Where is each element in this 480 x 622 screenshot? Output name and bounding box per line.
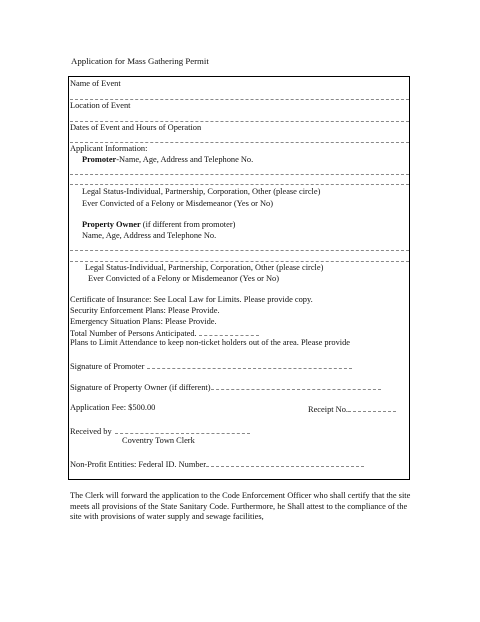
- sig-promoter-label: Signature of Promoter: [70, 362, 145, 371]
- non-profit-label: Non-Profit Entities: Federal ID. Number: [70, 460, 207, 469]
- promoter-line-1[interactable]: [70, 174, 409, 175]
- clerk-label: Coventry Town Clerk: [122, 436, 195, 445]
- location-of-event-label: Location of Event: [70, 101, 131, 110]
- receipt-row: [308, 404, 396, 414]
- received-line[interactable]: [115, 426, 250, 434]
- dates-hours-line[interactable]: [70, 142, 409, 143]
- legal-status-2: Legal Status-Individual, Partnership, Corporation, Other (please circle): [85, 263, 324, 272]
- sig-promoter-line[interactable]: [147, 361, 352, 369]
- owner-line-2[interactable]: [70, 261, 409, 262]
- document-title: Application for Mass Gathering Permit: [71, 56, 209, 66]
- property-owner-label: [82, 221, 235, 229]
- property-owner-details: Name, Age, Address and Telephone No.: [82, 231, 217, 240]
- footer-paragraph: The Clerk will forward the application to the Code Enforcement Officer who shall certify that the site meets all provisions of the State Sanitary Code. Furthermore, he Shall attest to the compliance of the site with provisions of water supply and sewage facilities,: [70, 491, 411, 522]
- total-persons-label: Total Number of Persons Anticipated.: [70, 329, 197, 338]
- sig-owner-row: [70, 382, 381, 392]
- plans-limit-text: Plans to Limit Attendance to keep non-ticket holders out of the area. Please provide: [70, 338, 351, 347]
- sig-owner-line[interactable]: [211, 382, 381, 390]
- name-of-event-label: Name of Event: [70, 79, 121, 88]
- convicted-2: Ever Convicted of a Felony or Misdemeanor (Yes or No): [88, 274, 280, 283]
- received-row: [70, 426, 250, 436]
- app-fee-label: Application Fee: $500.00: [70, 403, 156, 412]
- non-profit-row: [70, 459, 364, 469]
- certificate-text: Certificate of Insurance: See Local Law for Limits. Please provide copy.: [70, 295, 313, 304]
- convicted-1: Ever Convicted of a Felony or Misdemeanor (Yes or No): [82, 199, 274, 208]
- security-text: Security Enforcement Plans: Please Provide.: [70, 306, 220, 315]
- owner-line-1[interactable]: [70, 250, 409, 251]
- promoter-line-2[interactable]: [70, 184, 409, 185]
- name-of-event-line[interactable]: [70, 99, 409, 100]
- non-profit-line[interactable]: [206, 459, 364, 467]
- receipt-label: Receipt No.: [308, 405, 349, 414]
- receipt-line[interactable]: [348, 404, 396, 412]
- dates-hours-label: Dates of Event and Hours of Operation: [70, 123, 202, 132]
- sig-promoter-row: [70, 361, 352, 371]
- promoter-bold: Promoter: [82, 155, 117, 164]
- sig-owner-label: Signature of Property Owner (if different): [70, 383, 211, 392]
- total-persons-text: [70, 328, 259, 338]
- property-owner-rest: (if different from promoter): [140, 220, 236, 229]
- promoter-rest: -Name, Age, Address and Telephone No.: [116, 155, 254, 164]
- total-persons-line[interactable]: [199, 328, 259, 336]
- promoter-label: [82, 156, 253, 164]
- emergency-text: Emergency Situation Plans: Please Provide.: [70, 317, 217, 326]
- location-of-event-line[interactable]: [70, 121, 409, 122]
- legal-status-1: Legal Status-Individual, Partnership, Corporation, Other (please circle): [82, 187, 321, 196]
- received-label: Received by: [70, 427, 112, 436]
- property-owner-bold: Property Owner: [82, 220, 141, 229]
- applicant-info-label: Applicant Information:: [70, 144, 148, 153]
